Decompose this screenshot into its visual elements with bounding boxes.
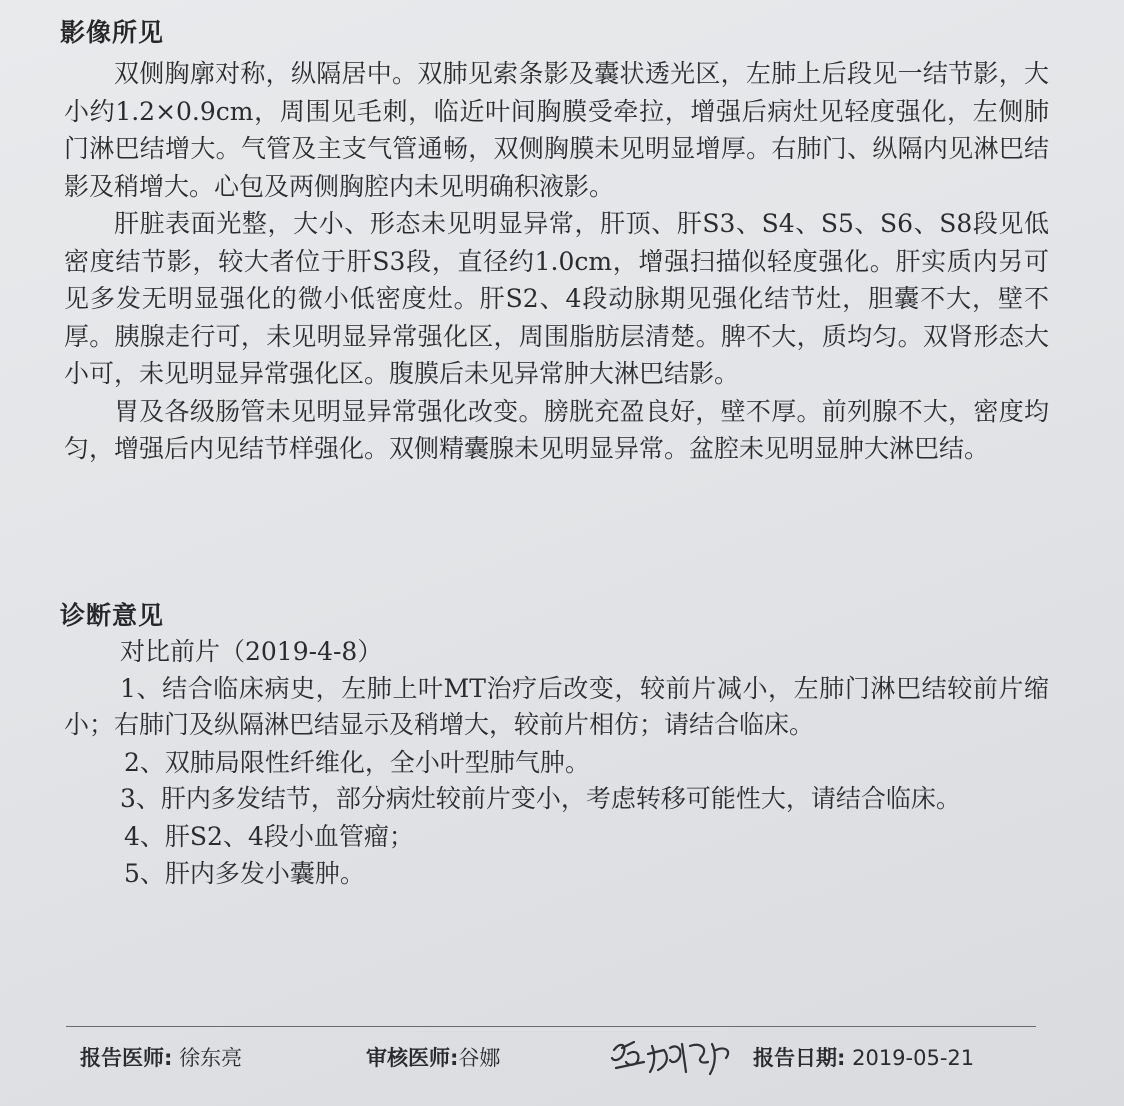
review-doctor-name: 谷娜 [458, 1046, 501, 1070]
diagnosis-item-3: 3、肝内多发结节，部分病灶较前片变小，考虑转移可能性大，请结合临床。 [120, 784, 961, 813]
findings-section [64, 55, 1049, 468]
findings-heading: 影像所见 [60, 18, 165, 47]
report-doctor-name: 徐东亮 [179, 1046, 243, 1070]
diagnosis-section [64, 634, 1049, 893]
review-doctor [366, 1042, 500, 1072]
report-date-value: 2019-05-21 [852, 1046, 975, 1070]
findings-paragraph-pelvis: 胃及各级肠管未见明显异常强化改变。膀胱充盈良好，壁不厚。前列腺不大，密度均匀，增强后内见结节样强化。双侧精囊腺未见明显异常。盆腔未见明显肿大淋巴结。 [64, 396, 1049, 463]
findings-paragraph-chest: 双侧胸廓对称，纵隔居中。双肺见索条影及囊状透光区，左肺上后段见一结节影，大小约1.2×0.9cm，周围见毛刺，临近叶间胸膜受牵拉，增强后病灶见轻度强化，左侧肺门淋巴结增大。气管及主支气管通畅，双侧胸膜未见明显增厚。右肺门、纵隔内见淋巴结影及稍增大。心包及两侧胸腔内未见明确积液影。 [64, 59, 1049, 201]
comparison-note: 对比前片（2019-4-8） [120, 637, 383, 666]
handwritten-signature [604, 1032, 744, 1078]
diagnosis-item-2: 2、双肺局限性纤维化，全小叶型肺气肿。 [124, 747, 590, 777]
diagnosis-heading: 诊断意见 [60, 601, 165, 630]
report-doctor [80, 1042, 242, 1072]
review-doctor-label: 审核医师: [366, 1046, 459, 1070]
diagnosis-item-5: 5、肝内多发小囊肿。 [124, 859, 365, 888]
diagnosis-item-1: 1、结合临床病史，左肺上叶MT治疗后改变，较前片减小，左肺门淋巴结较前片缩小；右肺门及纵隔淋巴结显示及稍增大，较前片相仿；请结合临床。 [64, 673, 1049, 739]
report-doctor-label: 报告医师: [80, 1046, 173, 1070]
report-date-label: 报告日期: [753, 1046, 846, 1070]
diagnosis-item-4: 4、肝S2、4段小血管瘤； [124, 821, 414, 851]
findings-paragraph-abdomen: 肝脏表面光整，大小、形态未见明显异常，肝顶、肝S3、S4、S5、S6、S8段见低密度结节影，较大者位于肝S3段，直径约1.0cm，增强扫描似轻度强化。肝实质内另可见多发无明显强化的微小低密度灶。肝S2、4段动脉期见强化结节灶，胆囊不大，壁不厚。胰腺走行可，未见明显异常强化区，周围脂肪层清楚。脾不大，质均匀。双肾形态大小可，未见明显异常强化区。腹膜后未见异常肿大淋巴结影。 [64, 209, 1049, 388]
report-date [753, 1042, 974, 1072]
footer-divider [66, 1026, 1036, 1027]
